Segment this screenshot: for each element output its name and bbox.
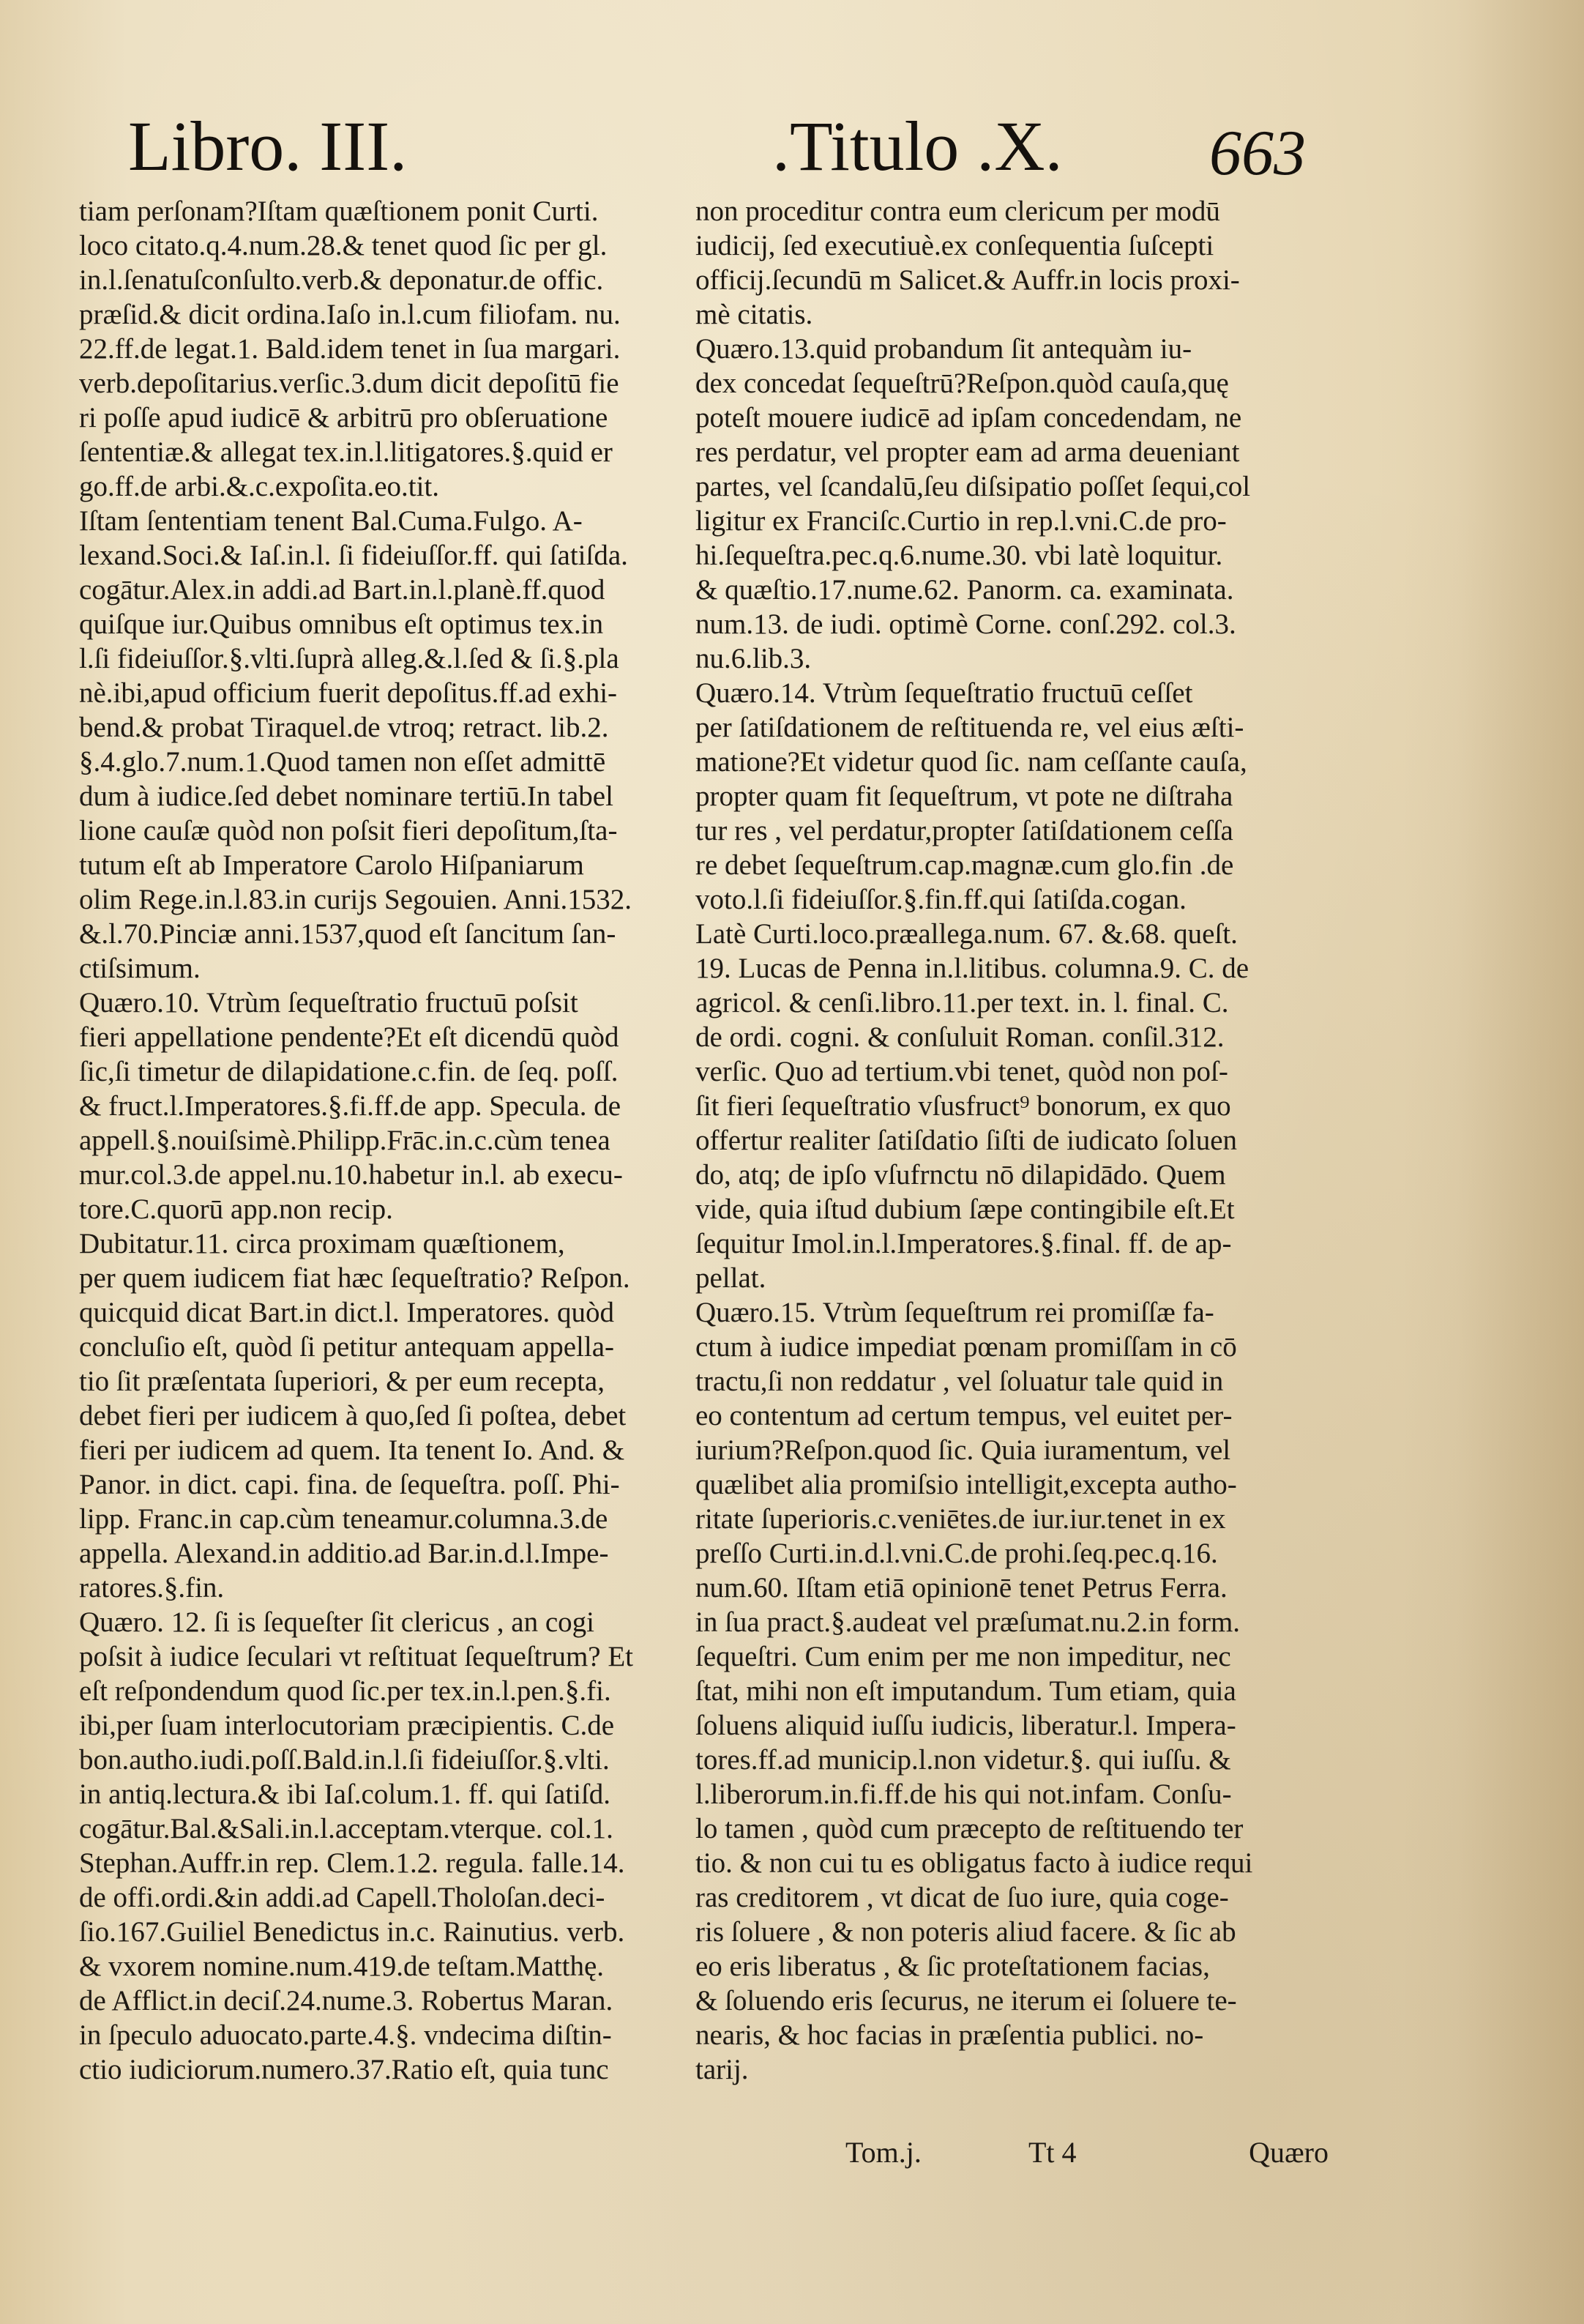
text-line: go.ff.de arbi.&.c.expoſita.eo.tit.: [79, 471, 440, 502]
text-line: nearis, & hoc facias in præſentia publici. no-: [695, 2019, 1204, 2051]
text-line: lexand.Soci.& Iaſ.in.l. ſi fideiuſſor.ff. qui ſatiſda.: [79, 540, 628, 571]
text-line: ri poſſe apud iudicē & arbitrū pro obſeruatione: [79, 402, 608, 433]
text-line: ſtat, mihi non eſt imputandum. Tum etiam, quia: [695, 1675, 1236, 1707]
right-text-column: [695, 194, 1303, 2087]
text-line: loco citato.q.4.num.28.& tenet quod ſic per gl.: [79, 230, 608, 261]
text-line: poteſt mouere iudicē ad ipſam concedendam, ne: [695, 402, 1242, 433]
text-line: ctum à iudice impediat pœnam promiſſam in cō: [695, 1331, 1237, 1363]
text-line: ſoluens aliquid iuſſu iudicis, liberatur.l. Impera-: [695, 1710, 1236, 1741]
text-line: tores.ff.ad municip.l.non videtur.§. qui iuſſu. &: [695, 1744, 1231, 1776]
text-line: non proceditur contra eum clericum per modū: [695, 195, 1220, 227]
page-edge-shading: [1401, 0, 1584, 2324]
text-line: mur.col.3.de appel.nu.10.habetur in.l. ab execu-: [79, 1159, 623, 1191]
text-line: lipp. Franc.in cap.cùm teneamur.columna.3.de: [79, 1503, 608, 1535]
text-line: ctiſsimum.: [79, 953, 201, 984]
text-line: per quem iudicem fiat hæc ſequeſtratio? Reſpon.: [79, 1262, 630, 1294]
text-line: tio. & non cui tu es obligatus facto à iudice requi: [695, 1847, 1253, 1879]
text-line: dex concedat ſequeſtrū?Reſpon.quòd cauſa,quę: [695, 368, 1229, 399]
text-line: &.l.70.Pinciæ anni.1537,quod eſt ſancitum ſan-: [79, 918, 616, 950]
text-line: tutum eſt ab Imperatore Carolo Hiſpaniarum: [79, 849, 584, 881]
text-line: Iſtam ſententiam tenent Bal.Cuma.Fulgo. A-: [79, 505, 583, 537]
text-line: quicquid dicat Bart.in dict.l. Imperatores. quòd: [79, 1297, 615, 1328]
folio-number: 663: [1209, 118, 1306, 189]
text-line: dum à iudice.ſed debet nominare tertiū.In tabel: [79, 781, 613, 812]
signature-mark: Tom.j.: [845, 2136, 922, 2169]
text-line: quiſque iur.Quibus omnibus eſt optimus tex.in: [79, 608, 604, 640]
text-line: num.13. de iudi. optimè Corne. conſ.292. col.3.: [695, 608, 1236, 640]
text-line: pellat.: [695, 1262, 766, 1294]
text-line: ſequeſtri. Cum enim per me non impeditur, nec: [695, 1641, 1231, 1672]
text-line: nu.6.lib.3.: [695, 643, 812, 674]
text-line: tarij.: [695, 2054, 749, 2085]
text-line: lione cauſæ quòd non poſsit fieri depoſitum,ſta-: [79, 815, 618, 846]
text-line: ibi,per ſuam interlocutoriam præcipientis. C.de: [79, 1710, 615, 1741]
text-line: & vxorem nomine.num.419.de teſtam.Matthę.: [79, 1951, 605, 1982]
text-line: & quæſtio.17.nume.62. Panorm. ca. examinata.: [695, 574, 1234, 606]
text-line: ras creditorem , vt dicat de ſuo iure, quia coge-: [695, 1882, 1229, 1913]
text-line: ratores.§.fin.: [79, 1572, 225, 1604]
text-line: appella. Alexand.in additio.ad Bar.in.d.l.Impe-: [79, 1538, 609, 1569]
text-line: num.60. Iſtam etiā opinionē tenet Petrus Ferra.: [695, 1572, 1228, 1604]
text-line: verb.depoſitarius.verſic.3.dum dicit depoſitū fie: [79, 368, 619, 399]
text-line: de offi.ordi.&in addi.ad Capell.Tholoſan.deci-: [79, 1882, 605, 1913]
text-line: ſententiæ.& allegat tex.in.l.litigatores.§.quid er: [79, 436, 613, 468]
text-line: ctio iudiciorum.numero.37.Ratio eſt, quia tunc: [79, 2054, 609, 2085]
text-line: voto.l.ſi fideiuſſor.§.fin.ff.qui ſatiſda.cogan.: [695, 884, 1187, 915]
text-line: fieri appellatione pendente?Et eſt dicendū quòd: [79, 1021, 619, 1053]
text-line: & ſoluendo eris ſecurus, ne iterum ei ſoluere te-: [695, 1985, 1237, 2016]
text-line: tur res , vel perdatur,propter ſatiſdationem ceſſa: [695, 815, 1233, 846]
text-line: Stephan.Auffr.in rep. Clem.1.2. regula. falle.14.: [79, 1847, 625, 1879]
text-line: bon.autho.iudi.poſſ.Bald.in.l.ſi fideiuſſor.§.vlti.: [79, 1744, 610, 1776]
text-line: agricol. & cenſi.libro.11.per text. in. l. final. C.: [695, 987, 1229, 1018]
text-line: concluſio eſt, quòd ſi petitur antequam appella-: [79, 1331, 615, 1363]
text-line: ſio.167.Guiliel Benedictus in.c. Rainutius. verb.: [79, 1916, 625, 1948]
text-line: iurium?Reſpon.quod ſic. Quia iuramentum, vel: [695, 1434, 1231, 1466]
text-line: ris ſoluere , & non poteris aliud facere. & ſic ab: [695, 1916, 1236, 1948]
text-line: eſt reſpondendum quod ſic.per tex.in.l.pen.§.fi.: [79, 1675, 611, 1707]
text-line: debet fieri per iudicem à quo,ſed ſi poſtea, debet: [79, 1400, 627, 1431]
text-line: 22.ff.de legat.1. Bald.idem tenet in ſua margari.: [79, 333, 621, 365]
text-line: officij.ſecundū m Salicet.& Auffr.in locis proxi-: [695, 264, 1240, 296]
text-line: Quæro.14. Vtrùm ſequeſtratio fructuū ceſſet: [695, 677, 1193, 709]
text-line: iudicij, ſed executiuè.ex conſequentia ſuſcepti: [695, 230, 1214, 261]
text-line: olim Rege.in.l.83.in curijs Segouien. Anni.1532.: [79, 884, 632, 915]
text-line: res perdatur, vel propter eam ad arma deueniant: [695, 436, 1240, 468]
text-line: ſequitur Imol.in.l.Imperatores.§.final. ff. de ap-: [695, 1228, 1232, 1259]
text-line: matione?Et videtur quod ſic. nam ceſſante cauſa,: [695, 746, 1247, 778]
text-line: tio ſit præſentata ſuperiori, & per eum recepta,: [79, 1366, 605, 1397]
text-line: nè.ibi,apud officium fuerit depoſitus.ff.ad exhi-: [79, 677, 618, 709]
text-line: in.l.ſenatuſconſulto.verb.& deponatur.de offic.: [79, 264, 604, 296]
text-line: 19. Lucas de Penna in.l.litibus. columna.9. C. de: [695, 953, 1249, 984]
text-line: propter quam fit ſequeſtrum, vt pote ne diſtraha: [695, 781, 1233, 812]
text-line: per ſatiſdationem de reſtituenda re, vel eius æſti-: [695, 712, 1244, 743]
text-line: Panor. in dict. capi. fina. de ſequeſtra. poſſ. Phi-: [79, 1469, 620, 1500]
text-line: ligitur ex Franciſc.Curtio in rep.l.vni.C.de pro-: [695, 505, 1227, 537]
text-line: quælibet alia promiſsio intelligit,excepta autho-: [695, 1469, 1237, 1500]
text-line: præſid.& dicit ordina.Iaſo in.l.cum filiofam. nu.: [79, 299, 621, 330]
running-header: [128, 95, 1306, 198]
text-line: tiam perſonam?Iſtam quæſtionem ponit Curti.: [79, 195, 599, 227]
text-line: eo eris liberatus , & ſic proteſtationem facias,: [695, 1951, 1210, 1982]
text-line: in ſpeculo aduocato.parte.4.§. vndecima diſtin-: [79, 2019, 612, 2051]
header-title-label: .Titulo .X.: [772, 107, 1063, 185]
text-line: ſit fieri ſequeſtratio vſusfruct⁹ bonorum, ex quo: [695, 1090, 1231, 1122]
text-line: vide, quia iſtud dubium ſæpe contingibile eſt.Et: [695, 1193, 1235, 1225]
text-line: offertur realiter ſatiſdatio ſiſti de iudicato ſoluen: [695, 1125, 1238, 1156]
text-line: hi.ſequeſtra.pec.q.6.nume.30. vbi latè loquitur.: [695, 540, 1223, 571]
text-line: mè citatis.: [695, 299, 813, 330]
text-line: tractu,ſi non reddatur , vel ſoluatur tale quid in: [695, 1366, 1224, 1397]
text-line: Dubitatur.11. circa proximam quæſtionem,: [79, 1228, 565, 1259]
text-line: l.ſi fideiuſſor.§.vlti.ſuprà alleg.&.l.ſed & ſi.§.pla: [79, 643, 619, 674]
left-text-column: [79, 194, 635, 2087]
text-line: do, atq; de ipſo vſufrnctu nō dilapidādo. Quem: [695, 1159, 1226, 1191]
text-line: verſic. Quo ad tertium.vbi tenet, quòd non poſ-: [695, 1056, 1228, 1087]
text-line: de Afflict.in deciſ.24.nume.3. Robertus Maran.: [79, 1985, 613, 2016]
text-line: poſsit à iudice ſeculari vt reſtituat ſequeſtrum? Et: [79, 1641, 633, 1672]
text-line: ſic,ſi timetur de dilapidatione.c.fin. de ſeq. poſſ.: [79, 1056, 619, 1087]
text-line: Latè Curti.loco.præallega.num. 67. &.68. queſt.: [695, 918, 1238, 950]
text-line: tore.C.quorū app.non recip.: [79, 1193, 393, 1225]
catchword: Quæro: [1249, 2136, 1329, 2169]
text-line: de ordi. cogni. & conſuluit Roman. conſil.312.: [695, 1021, 1225, 1053]
text-line: fieri per iudicem ad quem. Ita tenent Io. And. &: [79, 1434, 625, 1466]
text-line: §.4.glo.7.num.1.Quod tamen non eſſet admittē: [79, 746, 606, 778]
text-line: re debet ſequeſtrum.cap.magnæ.cum glo.fin .de: [695, 849, 1234, 881]
text-line: lo tamen , quòd cum præcepto de reſtituendo ter: [695, 1813, 1244, 1844]
text-line: l.liberorum.in.fi.ff.de his qui not.infam. Conſu-: [695, 1779, 1232, 1810]
text-line: Quæro.10. Vtrùm ſequeſtratio fructuū poſsit: [79, 987, 578, 1018]
text-line: cogātur.Alex.in addi.ad Bart.in.l.planè.ff.quod: [79, 574, 605, 606]
text-line: in ſua pract.§.audeat vel præſumat.nu.2.in form.: [695, 1606, 1241, 1638]
header-book-label: Libro. III.: [128, 107, 408, 185]
text-line: eo contentum ad certum tempus, vel euitet per-: [695, 1400, 1233, 1431]
text-line: Quæro. 12. ſi is ſequeſter ſit clericus , an cogi: [79, 1606, 594, 1638]
text-line: Quæro.13.quid probandum ſit antequàm iu-: [695, 333, 1192, 365]
text-line: appell.§.nouiſsimè.Philipp.Frāc.in.c.cùm tenea: [79, 1125, 610, 1156]
quire-mark: Tt 4: [1028, 2136, 1077, 2169]
text-line: preſſo Curti.in.d.l.vni.C.de prohi.ſeq.pec.q.16.: [695, 1538, 1218, 1569]
text-line: Quæro.15. Vtrùm ſequeſtrum rei promiſſæ fa-: [695, 1297, 1214, 1328]
text-line: in antiq.lectura.& ibi Iaſ.colum.1. ff. qui ſatiſd.: [79, 1779, 611, 1810]
text-line: & fruct.l.Imperatores.§.fi.ff.de app. Specula. de: [79, 1090, 621, 1122]
text-line: ritate ſuperioris.c.veniētes.de iur.iur.tenet in ex: [695, 1503, 1226, 1535]
page-footer: [845, 2131, 1329, 2175]
text-line: partes, vel ſcandalū,ſeu diſsipatio poſſet ſequi,col: [695, 471, 1251, 502]
text-line: cogātur.Bal.&Sali.in.l.acceptam.vterque. col.1.: [79, 1813, 613, 1844]
text-line: bend.& probat Tiraquel.de vtroq; retract. lib.2.: [79, 712, 609, 743]
